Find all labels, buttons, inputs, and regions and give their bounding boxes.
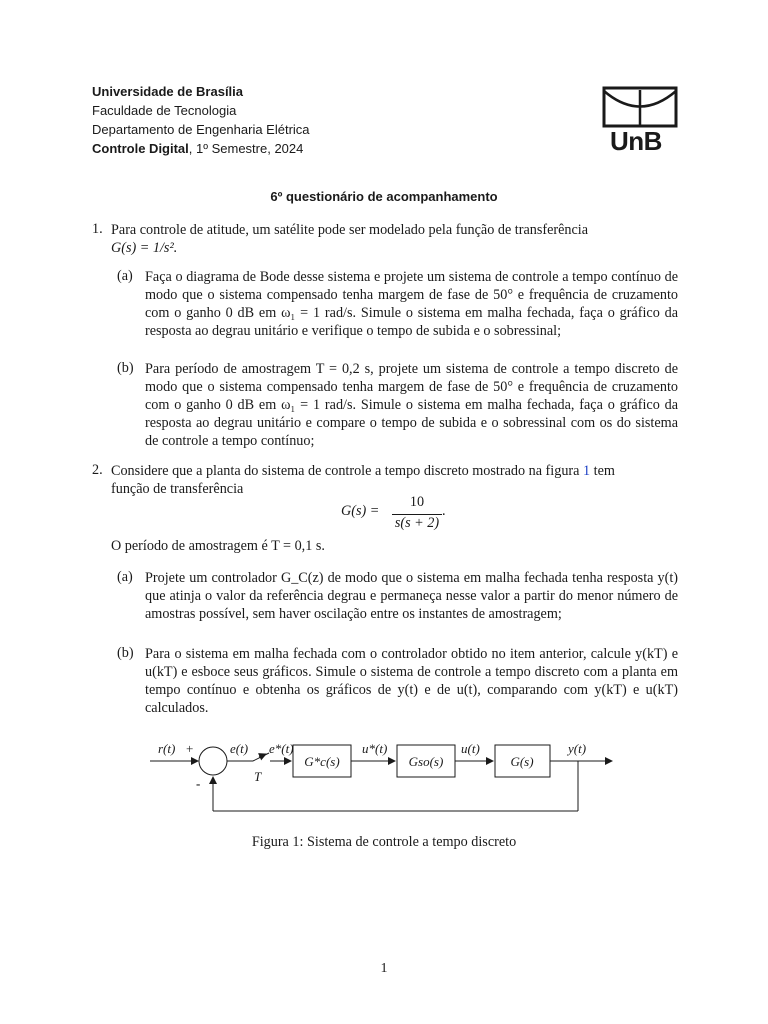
- unb-logo: [600, 86, 680, 158]
- summing-junction: [199, 747, 227, 775]
- page-number: 1: [380, 961, 388, 976]
- u-label: u(t): [461, 741, 480, 756]
- logo-text: UnB: [610, 126, 662, 156]
- sampling-period-label: T: [254, 769, 262, 784]
- q2-a-label: (a): [117, 569, 133, 585]
- q2-number: 2.: [92, 462, 103, 478]
- unb-logo-icon: [600, 86, 680, 128]
- semester: , 1º Semestre, 2024: [188, 141, 304, 156]
- q2-intro-text: Considere que a planta do sistema de controle a tempo discreto mostrado na figura: [111, 463, 580, 479]
- q1-number: 1.: [92, 221, 103, 237]
- university-name: Universidade de Brasília: [92, 84, 244, 99]
- g-label: G(s): [510, 754, 534, 769]
- department-name: Departamento de Engenharia Elétrica: [92, 122, 310, 137]
- q1-intro-text: Para controle de atitude, um satélite pode ser modelado pela função de transferência: [111, 222, 589, 238]
- q2-intro: [111, 462, 686, 498]
- figure-ref-link[interactable]: 1: [582, 463, 591, 479]
- q1-b-text: Para período de amostragem T = 0,2 s, projete um sistema de controle a tempo discreto de modo que o sistema compensado tenha margem de fase de 50° e frequência de cruzamento com o ganho 0 dB em ω₁ = 1 rad/s. Simule o sistema em malha fechada, faça o gráfico da resposta ao degrau unitário e compare o tempo de subida e o sobressinal com os do sistema de controle a tempo contínuo;: [145, 361, 678, 449]
- faculty-name: Faculdade de Tecnologia: [92, 103, 237, 118]
- r-label: r(t): [158, 741, 176, 756]
- q2-intro-line2: função de transferência: [111, 481, 244, 497]
- y-label: y(t): [568, 741, 587, 756]
- block-diagram: [150, 730, 620, 826]
- estar-label: e*(t): [269, 741, 294, 756]
- q1-transfer-function: G(s) = 1/s².: [111, 240, 178, 256]
- q2-equation-lhs: G(s) =: [341, 503, 380, 519]
- minus-sign: -: [196, 776, 201, 791]
- course-line: [92, 139, 310, 158]
- q2-intro-tail: tem: [593, 463, 615, 479]
- q2-equation-den: s(s + 2): [394, 515, 440, 531]
- q1-a-text: Faça o diagrama de Bode desse sistema e projete um sistema de controle a tempo contínuo de modo que o sistema compensado tenha margem de fase de 50° e frequência de cruzamento com o ganho 0 dB em ω₁ = 1 rad/s. Simule o sistema em malha fechada, faça o gráfico da resposta ao degrau unitário e verifique o tempo de subida e o sobressinal;: [145, 269, 678, 339]
- course-name: Controle Digital: [92, 141, 189, 156]
- page-title: 6º questionário de acompanhamento: [270, 189, 498, 204]
- e-label: e(t): [230, 741, 249, 756]
- q2-b-label: (b): [117, 645, 134, 661]
- q2-a-text: Projete um controlador G_C(z) de modo que o sistema em malha fechada tenha resposta y(t) que atinja o valor da referência degrau e permaneça nesse valor a partir do menor número de amostras possível, sem haver oscilação entre os instantes de amostragem;: [145, 570, 678, 622]
- q2-period: O período de amostragem é T = 0,1 s.: [111, 538, 325, 554]
- gc-label: G*c(s): [304, 754, 340, 769]
- q2-equation-num: 10: [409, 494, 425, 510]
- gso-label: Gso(s): [408, 754, 444, 769]
- ustar-label: u*(t): [362, 741, 388, 756]
- plus-sign: +: [186, 741, 194, 756]
- q1-a-label: (a): [117, 268, 133, 284]
- q2-equation-end: .: [442, 503, 446, 519]
- header-block: [92, 82, 310, 158]
- q1-intro: [111, 221, 677, 257]
- q2-b-text: Para o sistema em malha fechada com o controlador obtido no item anterior, calcule y(kT) e u(kT) e esboce seus gráficos. Simule o sistema de controle a tempo discreto com a planta em tempo contínuo e obtenha os gráficos de y(t) e de u(t), comparando com y(kT) e u(kT) calculados.: [145, 646, 678, 716]
- q1-b-label: (b): [117, 360, 134, 376]
- figure-caption: Figura 1: Sistema de controle a tempo discreto: [251, 834, 517, 850]
